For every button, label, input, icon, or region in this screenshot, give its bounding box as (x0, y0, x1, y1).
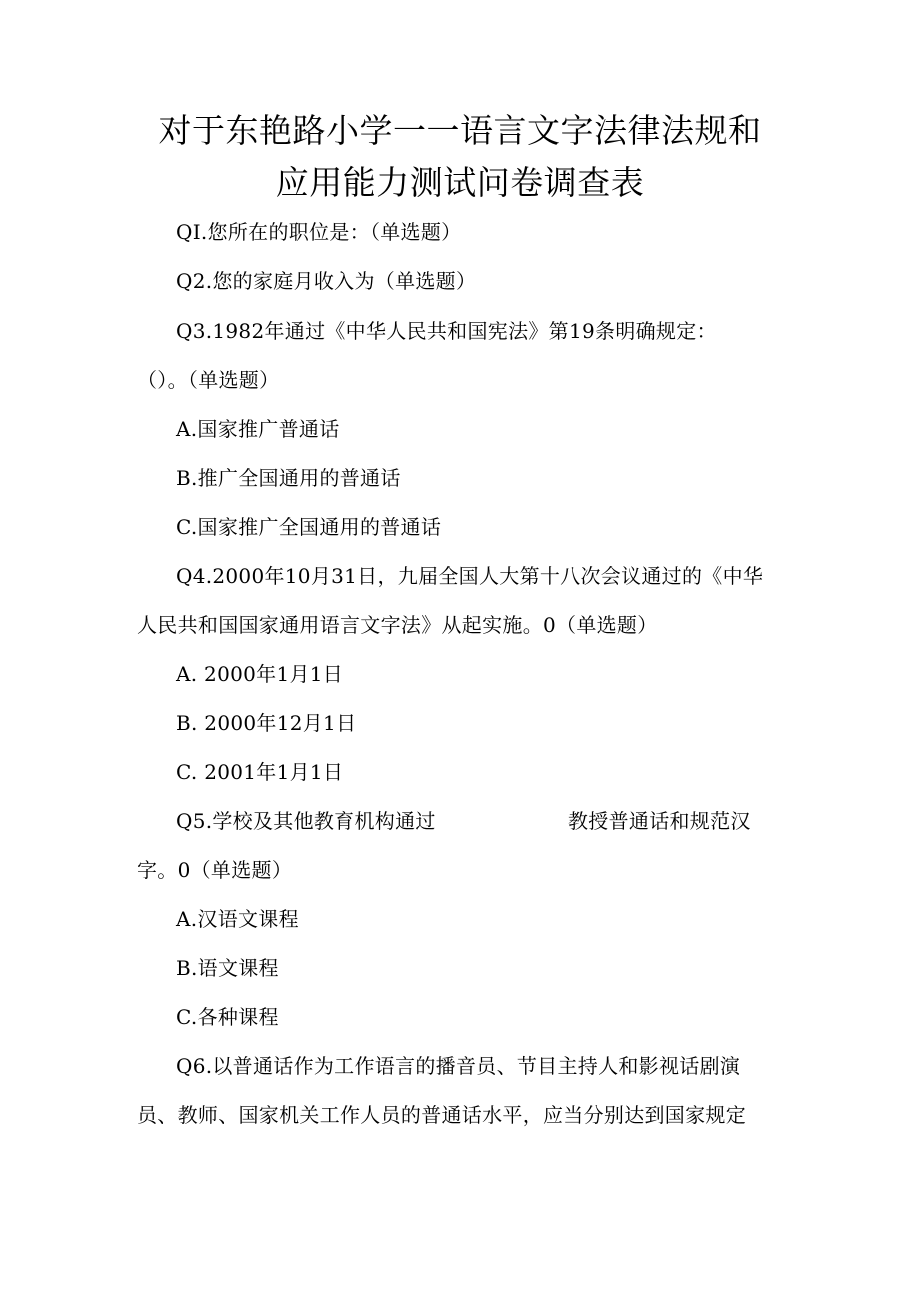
question-4-line-1: Q4.2000年10月31日，九届全国人大第十八次会议通过的《中华 (176, 564, 764, 588)
question-6-line-1: Q6.以普通话作为工作语言的播音员、节目主持人和影视话剧演 (176, 1054, 741, 1078)
question-4-option-c: C. 2001年1月1日 (176, 760, 344, 784)
question-4-option-a: A. 2000年1月1日 (176, 662, 344, 686)
question-3-option-c: C.国家推广全国通用的普通话 (176, 515, 442, 539)
question-3-line-2: （）。（单选题） (137, 368, 280, 392)
question-5-option-a: A.汉语文课程 (176, 907, 299, 931)
question-5-option-b: B.语文课程 (176, 956, 279, 980)
question-6-line-2: 员、教师、国家机关工作人员的普通话水平，应当分别达到国家规定 (137, 1103, 746, 1127)
question-4-line-2: 人民共和国国家通用语言文字法》从起实施。0（单选题） (137, 613, 658, 637)
question-5-option-c: C.各种课程 (176, 1005, 279, 1029)
question-5-line-1-right: 教授普通话和规范汉 (568, 809, 751, 833)
question-4-option-b: B. 2000年12月1日 (176, 711, 357, 735)
document-title-line-2: 应用能力测试问卷调查表 (275, 163, 645, 202)
question-1: QI.您所在的职位是：（单选题） (176, 220, 462, 244)
question-3-option-a: A.国家推广普通话 (176, 417, 340, 441)
question-2: Q2.您的家庭月收入为（单选题） (176, 269, 477, 293)
question-3-option-b: B.推广全国通用的普通话 (176, 466, 401, 490)
question-5-line-1-left: Q5.学校及其他教育机构通过 (176, 809, 436, 833)
question-5-line-2: 字。0（单选题） (137, 858, 293, 882)
question-3-line-1: Q3.1982年通过《中华人民共和国宪法》第19条明确规定： (176, 319, 717, 343)
document-title-line-1: 对于东艳路小学一一语言文字法律法规和 (158, 111, 762, 150)
